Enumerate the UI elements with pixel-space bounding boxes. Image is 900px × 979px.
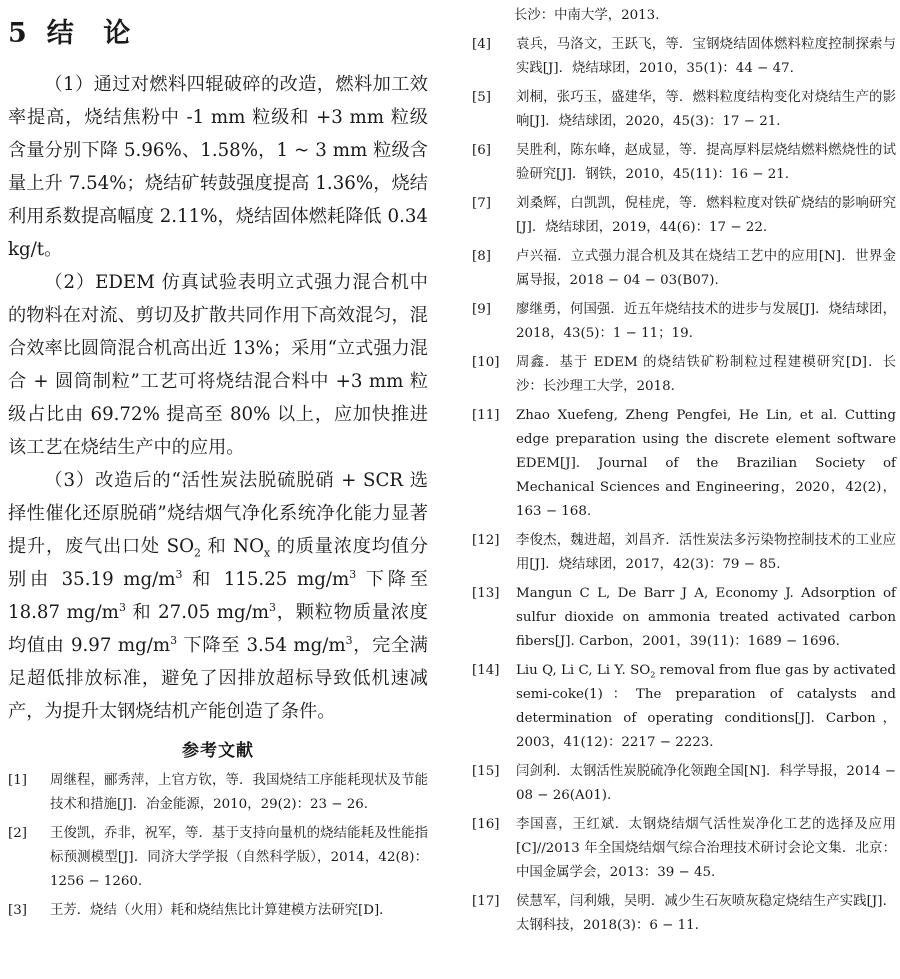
p3-text-d: 和 115.25 mg/m: [182, 569, 350, 590]
right-column: [472, 4, 896, 943]
p3-text-i: ，完全满足超低排放标准，避免了因排放超标导致低机速减产，为提升太钢烧结机产能创造了条件。: [8, 635, 428, 722]
conclusion-paragraph-3: [8, 464, 428, 728]
reference-text: 王俊凯，乔非，祝军，等．基于支持向量机的烧结能耗及性能指标预测模型[J]．同济大学学报（自然科学版），2014，42(8)：1256 − 1260.: [50, 826, 428, 889]
reference-text: 王芳．烧结（火用）耗和烧结焦比计算建模方法研究[D]．: [50, 903, 393, 918]
reference-item: [472, 813, 896, 885]
reference-item: [472, 351, 896, 399]
unit-exponent: 3: [170, 633, 178, 647]
reference-text: 卢兴福．立式强力混合机及其在烧结工艺中的应用[N]．世界金属导报，2018 − 04 − 03(B07).: [516, 249, 896, 288]
section-heading: [8, 14, 428, 54]
reference-number: [3]: [8, 903, 27, 918]
p3-text-e: 下降至 18.87 mg/m: [8, 569, 428, 623]
reference-text: 闫剑利．太钢活性炭脱硫净化领跑全国[N]．科学导报，2014 − 08 − 26(A01).: [516, 764, 896, 803]
reference-item: [472, 139, 896, 187]
reference-text: Zhao Xuefeng, Zheng Pengfei, He Lin, et al. Cutting edge preparation using the discrete element software EDEM[J]. Journal of the Brazilian Society of Mechanical Sciences and Engineering，2020，42(2)，163 − 168.: [516, 408, 896, 519]
reference-item: [472, 192, 896, 240]
reference-number: [6]: [472, 143, 491, 158]
reference-text: 刘桐，张巧玉，盛建华，等．燃料粒度结构变化对烧结生产的影响[J]．烧结球团，2020，45(3)：17 − 21.: [516, 90, 896, 129]
reference-item: [472, 760, 896, 808]
reference-list-left: [8, 769, 428, 923]
reference-text: 袁兵，马洛文，王跃飞，等．宝钢烧结固体燃料粒度控制探索与实践[J]．烧结球团，2010，35(1)：44 − 47.: [516, 37, 896, 76]
reference-number: [12]: [472, 533, 500, 548]
reference-text: 侯慧军，闫利娥，吴明．减少生石灰喷灰稳定烧结生产实践[J]．太钢科技，2018(3)：6 − 11.: [516, 894, 896, 933]
reference-item: [472, 298, 896, 346]
reference-text: [516, 659, 896, 755]
reference-item: [472, 86, 896, 134]
reference-item: [472, 33, 896, 81]
unit-exponent: 3: [175, 567, 183, 581]
reference-item: [8, 899, 428, 923]
reference-item: [472, 404, 896, 524]
reference-text: 李俊杰，魏进超，刘昌齐．活性炭法多污染物控制技术的工业应用[J]．烧结球团，2017，42(3)：79 − 85.: [516, 533, 896, 572]
conclusion-paragraph-1: （1）通过对燃料四辊破碎的改造，燃料加工效率提高，烧结焦粉中 -1 mm 粒级和 +3 mm 粒级含量分别下降 5.96%、1.58%，1 ~ 3 mm 粒级含量上升 7.54%；烧结矿转鼓强度提高 1.36%，烧结利用系数提高幅度 2.11%，烧结固体燃耗降低 0.34 kg/t。: [8, 74, 428, 260]
references-heading: 参考文献: [182, 741, 254, 761]
p3-text-c: 的质量浓度均值分别由 35.19 mg/m: [8, 536, 428, 590]
reference-continuation: 长沙：中南大学，2013.: [514, 8, 660, 23]
reference-number: [11]: [472, 408, 500, 423]
reference-text-part: removal from flue gas by activated semi-coke(1)：The preparation of catalysts and determination of operating conditions[J]. Carbon，2003，41(12)：2217 − 2223.: [516, 663, 896, 750]
reference-text: Mangun C L, De Barr J A, Economy J. Adsorption of sulfur dioxide on ammonia treated activated carbon fibers[J]. Carbon，2001，39(11)：1689 − 1696.: [516, 586, 896, 649]
reference-item: [472, 245, 896, 293]
p3-text-f: 和 27.05 mg/m: [125, 602, 270, 623]
reference-number: [16]: [472, 817, 500, 832]
reference-number: [7]: [472, 196, 491, 211]
nox-subscript: x: [264, 546, 271, 560]
so2-subscript: 2: [194, 546, 201, 560]
unit-exponent: 3: [118, 600, 126, 614]
reference-text: 吴胜利，陈东峰，赵成显，等．提高厚料层烧结燃料燃烧性的试验研究[J]．钢铁，2010，45(11)：16 − 21.: [516, 143, 896, 182]
reference-text: 周继程，郦秀萍，上官方钦，等．我国烧结工序能耗现状及节能技术和措施[J]．冶金能源，2010，29(2)：23 − 26.: [50, 773, 428, 812]
unit-exponent: 3: [349, 567, 357, 581]
reference-number: [8]: [472, 249, 491, 264]
reference-text: 李国喜，王红斌．太钢烧结烟气活性炭净化工艺的选择及应用[C]//2013 年全国烧结烟气综合治理技术研讨会论文集．北京：中国金属学会，2013：39 − 45.: [516, 817, 896, 880]
reference-text: 周鑫．基于 EDEM 的烧结铁矿粉制粒过程建模研究[D]．长沙：长沙理工大学，2018.: [516, 355, 896, 394]
reference-item: [472, 659, 896, 755]
reference-list-right: [472, 33, 896, 938]
reference-text-part: Liu Q, Li C, Li Y. SO: [516, 663, 651, 678]
reference-number: [10]: [472, 355, 500, 370]
reference-item: [472, 529, 896, 577]
reference-number: [15]: [472, 764, 500, 779]
reference-number: [4]: [472, 37, 491, 52]
reference-number: [5]: [472, 90, 491, 105]
reference-text: 廖继勇，何国强．近五年烧结技术的进步与发展[J]．烧结球团，2018，43(5)：1 − 11；19.: [516, 302, 896, 341]
reference-number: [14]: [472, 663, 500, 678]
left-column: [8, 14, 428, 928]
unit-exponent: 3: [269, 600, 276, 614]
unit-exponent: 3: [345, 633, 353, 647]
reference-item: [8, 822, 428, 894]
reference-item: [472, 582, 896, 654]
reference-number: [17]: [472, 894, 500, 909]
reference-number: [13]: [472, 586, 500, 601]
reference-number: [9]: [472, 302, 491, 317]
p3-text-h: 下降至 3.54 mg/m: [177, 635, 346, 656]
reference-text: 刘桑辉，白凯凯，倪桂虎，等．燃料粒度对铁矿烧结的影响研究[J]．烧结球团，2019，44(6)：17 − 22.: [516, 196, 896, 235]
conclusion-paragraph-2: （2）EDEM 仿真试验表明立式强力混合机中的物料在对流、剪切及扩散共同作用下高效混匀，混合效率比圆筒混合机高出近 13%；采用“立式强力混合 + 圆筒制粒”工艺可将烧结混合料中 +3 mm 粒级占比由 69.72% 提高至 80% 以上，应加快推进该工艺在烧结生产中的应用。: [8, 272, 428, 458]
reference-number: [1]: [8, 773, 27, 788]
reference-item: [8, 769, 428, 817]
p3-text-a: （3）改造后的“活性炭法脱硫脱硝 + SCR 选择性催化还原脱硝”烧结烟气净化系统净化能力显著提升，废气出口处 SO: [8, 470, 428, 557]
p3-text-b: 和 NO: [200, 536, 264, 557]
so2-subscript: 2: [650, 670, 656, 680]
p3-text-g: ，颗粒物质量浓度均值由 9.97 mg/m: [8, 602, 428, 656]
section-number: 5: [8, 18, 37, 49]
section-title: 结 论: [46, 18, 141, 49]
reference-number: [2]: [8, 826, 27, 841]
reference-item: [472, 890, 896, 938]
